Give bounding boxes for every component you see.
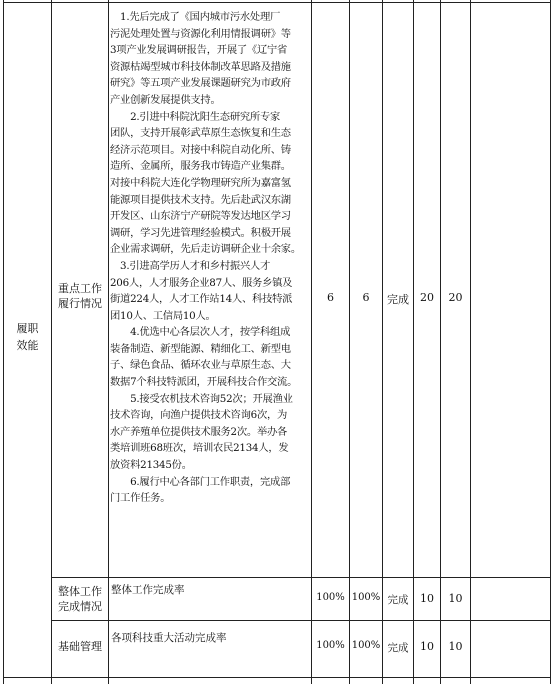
grid-line: [382, 0, 383, 684]
grid-line: [311, 0, 312, 684]
grid-line: [51, 577, 551, 578]
actual-value: 100%: [351, 592, 381, 603]
status-value: 完成: [387, 594, 409, 606]
weight-value: 10: [420, 640, 434, 653]
target-value: 100%: [316, 592, 345, 603]
item-label: 基础管理: [58, 640, 102, 653]
weight-value: 10: [420, 592, 434, 605]
score-value: 10: [448, 592, 463, 605]
grid-line: [470, 0, 471, 684]
item-label: 整体工作 完成情况: [58, 585, 102, 613]
grid-line: [550, 0, 551, 684]
grid-line: [51, 620, 551, 621]
status-value: 完成: [387, 293, 409, 306]
grid-line: [108, 0, 109, 684]
grid-line: [440, 0, 441, 684]
content-text: 各项科技重大活动完成率: [111, 632, 227, 644]
score-value: 10: [448, 640, 463, 653]
actual-value: 100%: [351, 640, 381, 651]
weight-value: 20: [420, 291, 434, 304]
grid-line: [51, 0, 52, 684]
status-value: 完成: [387, 642, 409, 654]
target-value: 6: [327, 291, 334, 304]
category-text: 履职效能: [16, 322, 39, 352]
content-text: 整体工作完成率: [111, 584, 185, 596]
actual-value: 6: [362, 291, 370, 304]
grid-line: [3, 677, 551, 678]
grid-line: [349, 0, 350, 684]
score-value: 20: [448, 291, 463, 304]
grid-line: [413, 0, 414, 684]
grid-line: [3, 2, 551, 3]
category-label: [4, 320, 51, 354]
target-value: 100%: [316, 640, 345, 651]
item-label: 重点工作 履行情况: [58, 282, 102, 310]
content-text: 1.先后完成了《国内城市污水处理厂 污泥处理处置与资源化利用情报调研》等 3项产业发展调研报告，开展了《辽宁省 资源枯竭型城市科技体制改革思路及措施 研究》等五项产业发展课题研究为市政府 产业创新发展提供支持。 2.引进中科院沈阳生态研究所专家 团队，支持开展彰武草原生态恢复和生态 经济示范项目。对接中科院自动化所、铸 造所、金属所，服务我市铸造产业集群。 对接中科院大连化学物理研究所为嘉富氢 能源项目提供技术支持。先后赴武汉东湖 开发区、山东济宁产研院等发达地区学习 调研，学习先进管理经验模式。积极开展 企业需求调研，先后走访调研企业十余家。 3.引进高学历人才和乡村振兴人才 206人，人才服务企业87人、服务乡镇及 街道224人，人才工作站14人、科技特派 团10人、工信局10人。 4.优选中心各层次人才，按学科组成 装备制造、新型能源、精细化工、新型电 子、绿色食品、循环农业与草原生态、大 数据7个科技特派团，开展科技合作交流。 5.接受农机技术咨询52次；开展渔业 技术咨询，向渔户提供技术咨询6次，为 水产养殖单位提供技术服务2次。举办各 类培训班68班次，培训农民2134人，发 放资料21345份。 6.履行中心各部门工作职责，完成部 门工作任务。: [110, 11, 301, 505]
